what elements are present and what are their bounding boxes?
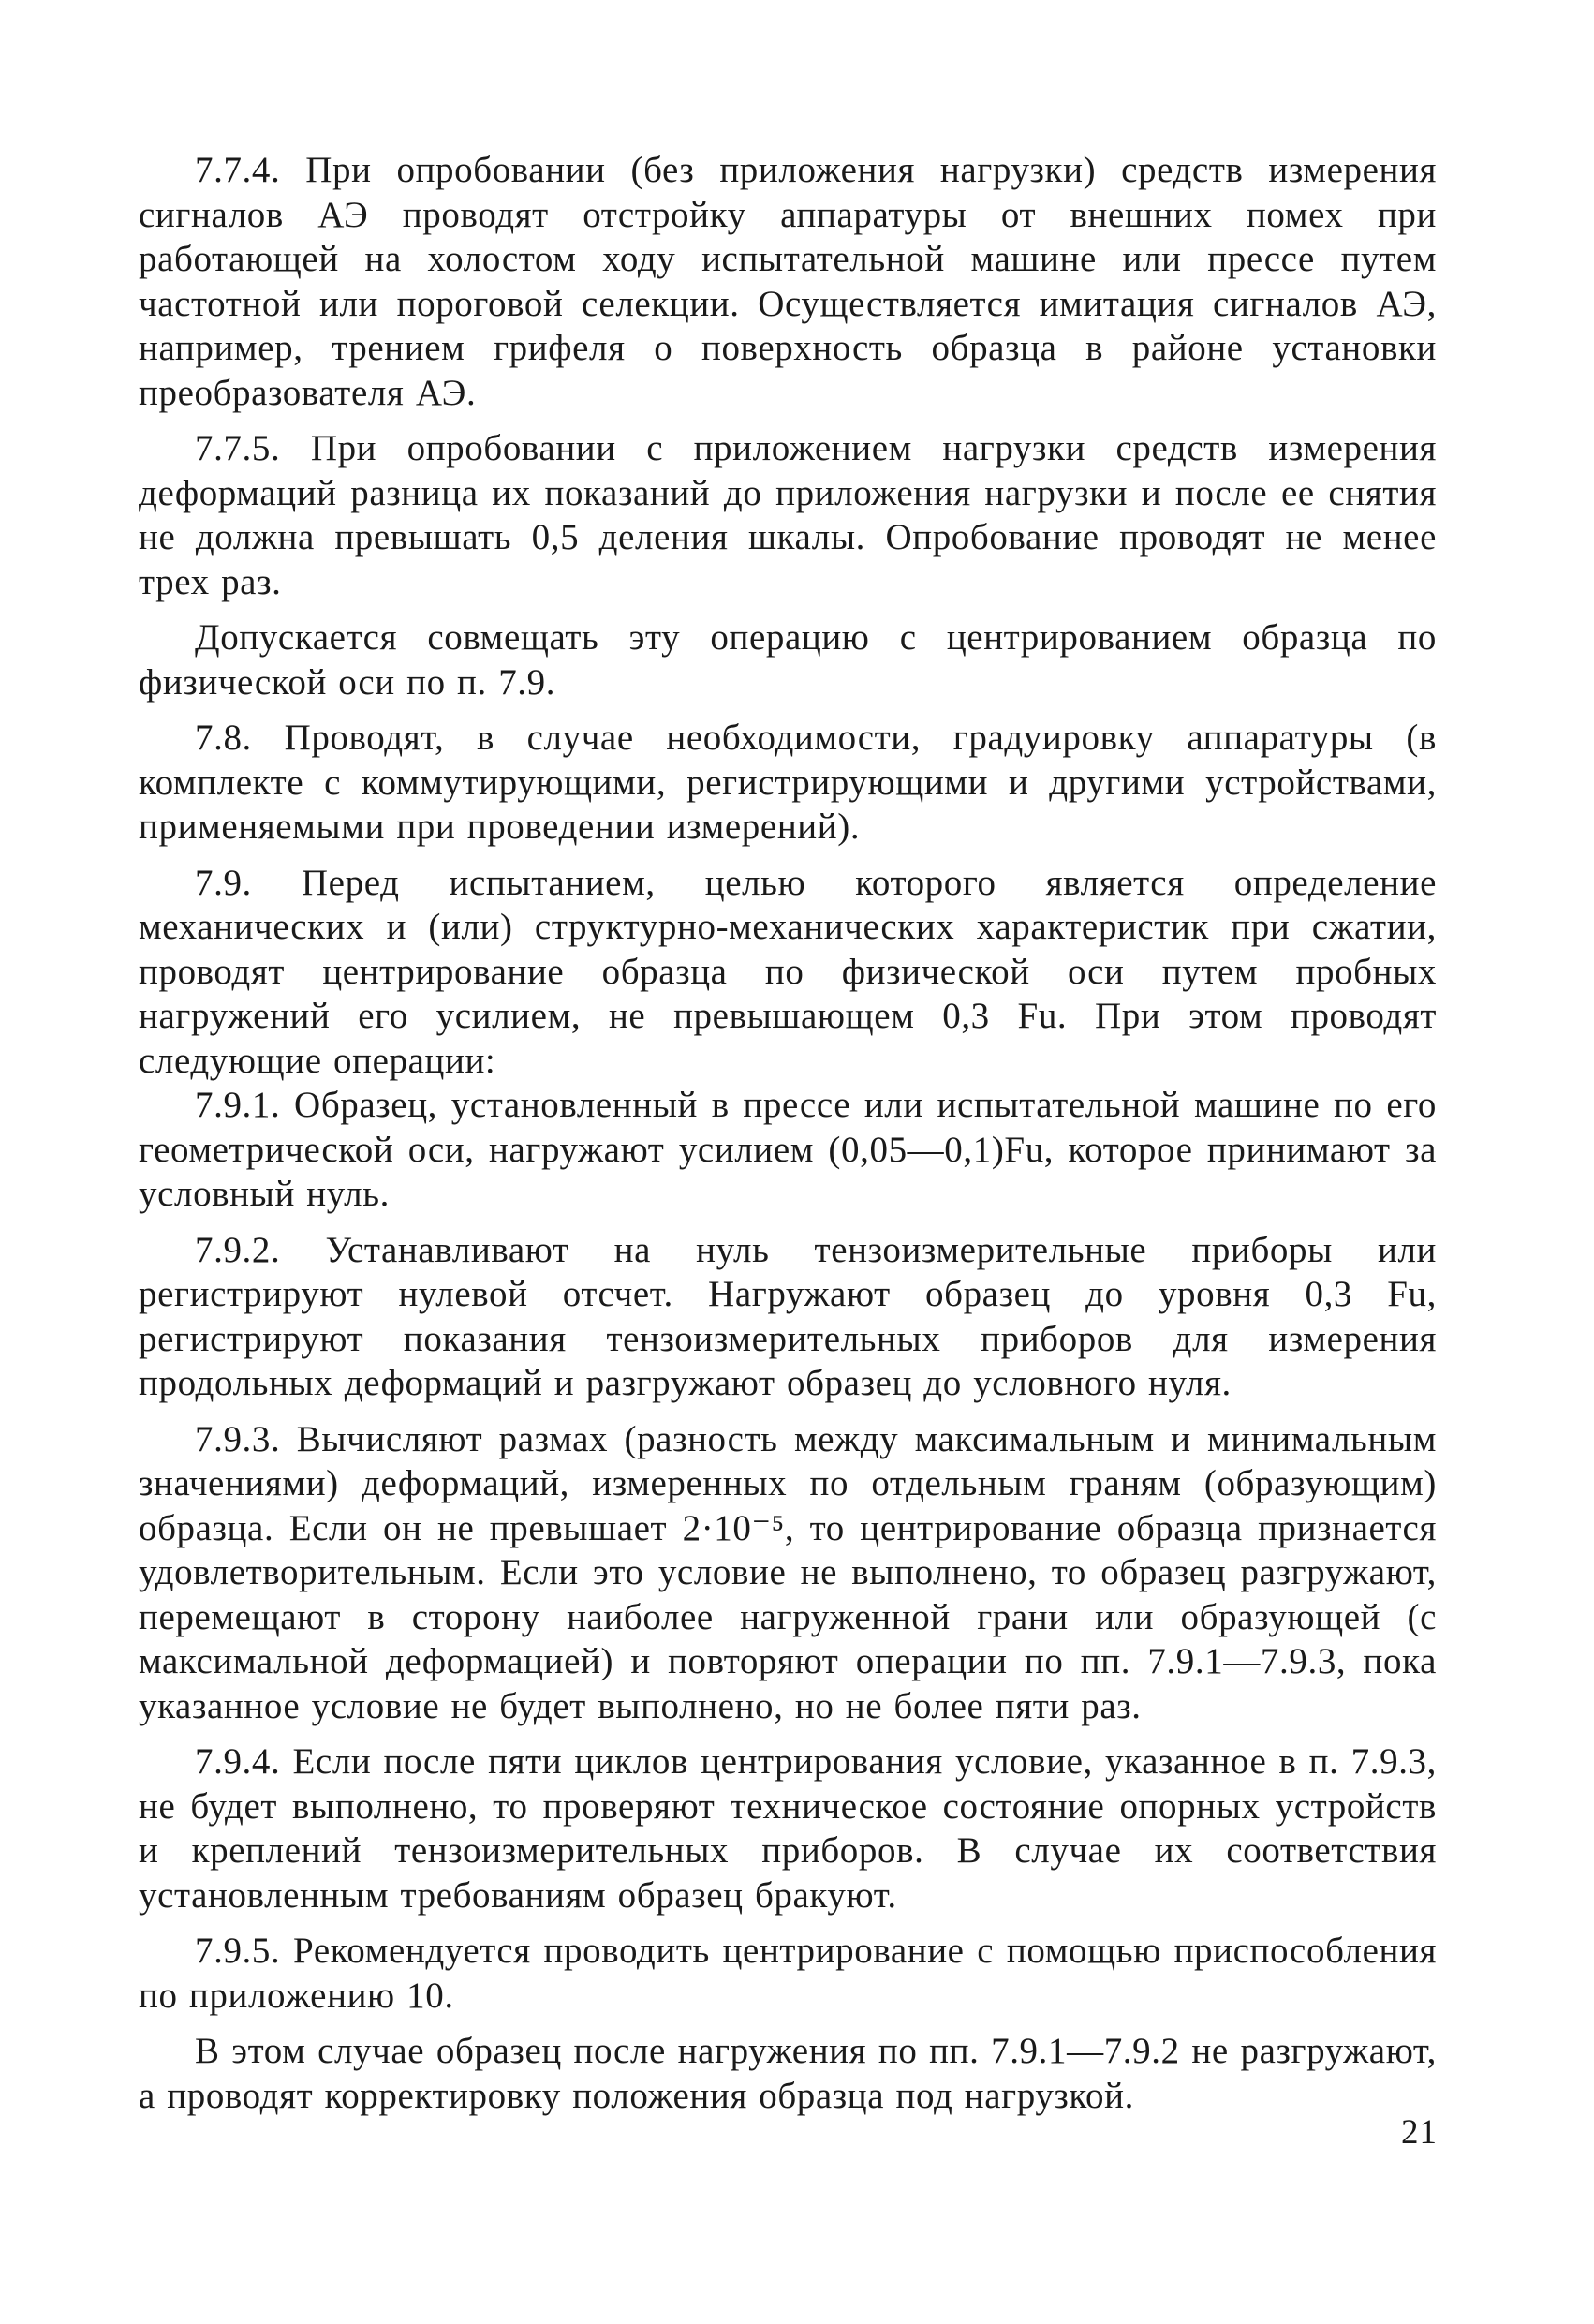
document-page-body	[139, 148, 1437, 2118]
paragraph-7-7-5-note: Допускается совмещать эту операцию с центрированием образца по физической оси по п. 7.9.	[139, 617, 1437, 703]
paragraph-7-9-1: 7.9.1. Образец, установленный в прессе или испытательной машине по его геометрической оси, нагружают усилием (0,05—0,1)Fu, которое принимают за условный нуль.	[139, 1085, 1437, 1214]
paragraph-7-9-3: 7.9.3. Вычисляют размах (разность между максимальным и минимальным значениями) деформаций, измеренных по отдельным граням (образующим) образца. Если он не превышает 2·10⁻⁵, то центрирование образца признается удовлетворительным. Если это условие не выполнено, то образец разгружают, перемещают в сторону наиболее нагруженной грани или образующей (с максимальной деформацией) и повторяют операции по пп. 7.9.1—7.9.3, пока указанное условие не будет выполнено, но не более пяти раз.	[139, 1418, 1437, 1726]
paragraph-7-9-5: 7.9.5. Рекомендуется проводить центрирование с помощью приспособления по приложению 10.	[139, 1931, 1437, 2016]
paragraph-7-7-5: 7.7.5. При опробовании с приложением нагрузки средств измерения деформаций разница их показаний до приложения нагрузки и после ее снятия не должна превышать 0,5 деления шкалы. Опробование проводят не менее трех раз.	[139, 428, 1437, 602]
paragraph-7-9-4: 7.9.4. Если после пяти циклов центрирования условие, указанное в п. 7.9.3, не будет выполнено, то проверяют техническое состояние опорных устройств и креплений тензоизмерительных приборов. В случае их соответствия установленным требованиям образец бракуют.	[139, 1741, 1437, 1916]
paragraph-7-8: 7.8. Проводят, в случае необходимости, градуировку аппаратуры (в комплекте с коммутирующими, регистрирующими и другими устройствами, применяемыми при проведении измерений).	[139, 718, 1437, 847]
paragraph-7-9-5-note: В этом случае образец после нагружения по пп. 7.9.1—7.9.2 не разгружают, а проводят корректировку положения образца под нагрузкой.	[139, 2031, 1437, 2116]
page-number: 21	[1401, 2113, 1438, 2152]
paragraph-7-7-4: 7.7.4. При опробовании (без приложения нагрузки) средств измерения сигналов АЭ проводят отстройку аппаратуры от внешних помех при работающей на холостом ходу испытательной машине или прессе путем частотной или пороговой селекции. Осуществляется имитация сигналов АЭ, например, трением грифеля о поверхность образца в районе установки преобразователя АЭ.	[139, 150, 1437, 413]
paragraph-7-9-2: 7.9.2. Устанавливают на нуль тензоизмерительные приборы или регистрируют нулевой отсчет. Нагружают образец до уровня 0,3 Fu, регистрируют показания тензоизмерительных приборов для измерения продольных деформаций и разгружают образец до условного нуля.	[139, 1229, 1437, 1403]
paragraph-7-9: 7.9. Перед испытанием, целью которого является определение механических и (или) структурно-механических характеристик при сжатии, проводят центрирование образца по физической оси путем пробных нагружений его усилием, не превышающем 0,3 Fu. При этом проводят следующие операции:	[139, 862, 1437, 1081]
